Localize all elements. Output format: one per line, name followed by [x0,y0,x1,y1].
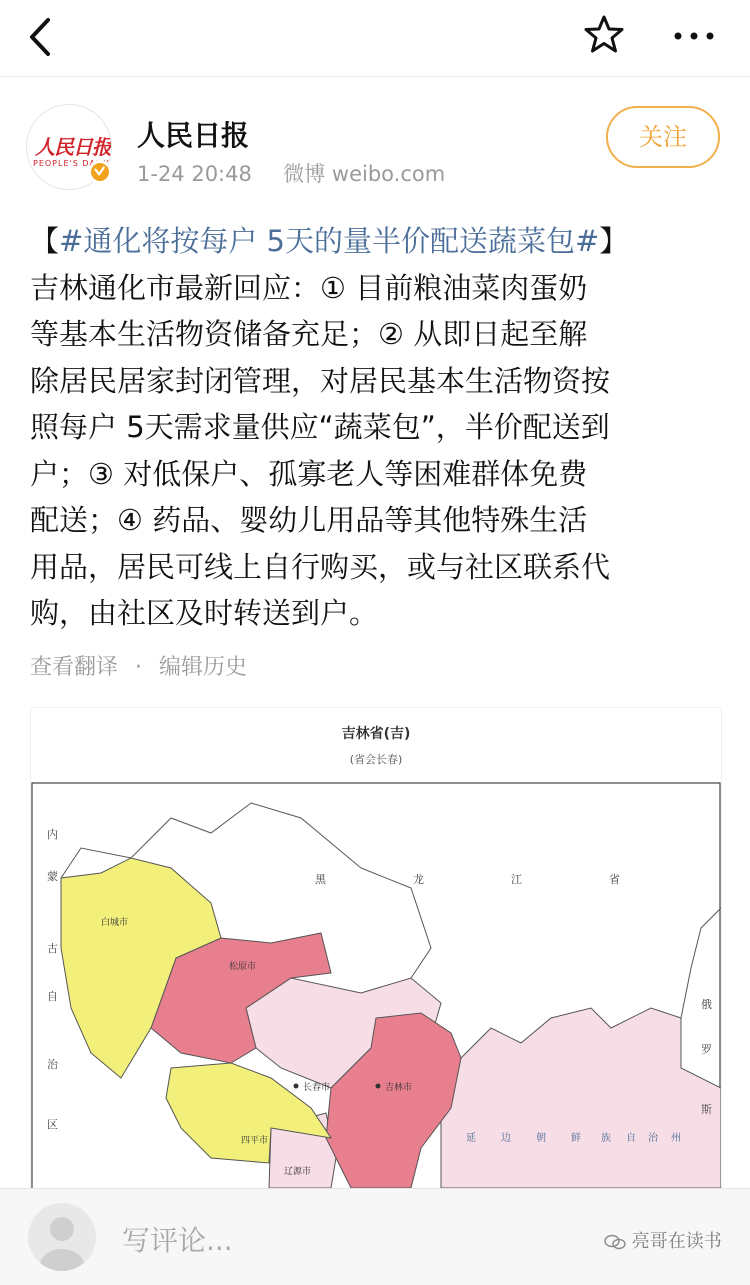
account-name[interactable]: 人民日报 [137,119,250,152]
post-time: 1-24 20:48 [137,162,252,186]
city-label: 白城市 [101,918,129,928]
follow-button[interactable]: 关注 [606,106,720,168]
map-label: 治 [648,1133,658,1144]
map-label: 黑 [315,873,326,886]
map-label: 延 [466,1133,476,1144]
hashtag-link[interactable]: #通化将按每户 5天的量半价配送蔬菜包# [59,224,600,258]
back-arrow-icon[interactable] [22,14,62,60]
map-label: 斯 [701,1103,712,1116]
jilin-map [31,708,721,1188]
action-separator: · [135,655,143,680]
content-line: 户；③ 对低保户、孤寡老人等困难群体免费 [30,456,588,491]
content-line: 除居民居家封闭管理，对居民基本生活物资按 [30,363,611,398]
map-label: 龙 [413,873,424,886]
map-label: 自 [626,1133,636,1144]
city-label: 长春市 [303,1083,331,1093]
content-line: 配送；④ 药品、婴幼儿用品等其他特殊生活 [30,503,588,537]
content-line: 等基本生活物资储备充足；② 从即日起至解 [30,317,588,351]
user-avatar-icon [28,1203,96,1271]
region-yanbian [441,1008,721,1188]
city-label: 松原市 [229,962,257,972]
logo-text: 人民日报 [35,135,111,159]
comment-bar [0,1188,750,1285]
map-label: 治 [47,1058,58,1071]
more-options-icon[interactable] [672,26,716,46]
map-label: 边 [501,1133,511,1144]
map-title: 吉林省(吉) [341,726,411,742]
comment-input[interactable]: 写评论... [122,1224,233,1257]
post-source: 微博 weibo.com [283,162,446,186]
star-icon[interactable] [584,14,624,54]
translate-link[interactable]: 查看翻译 [30,655,119,680]
map-label: 区 [47,1118,58,1131]
map-label: 江 [511,873,522,886]
map-label: 内 [47,828,58,841]
post-content [30,218,730,637]
map-label: 鲜 [571,1133,581,1144]
city-label: 四平市 [241,1136,269,1146]
post-actions [30,650,247,681]
content-line: 照每户 5天需求量供应“蔬菜包”，半价配送到 [30,410,610,444]
capital-dot [294,1084,299,1089]
map-label: 俄 [701,998,712,1011]
watermark [604,1227,722,1253]
content-line: 购，由社区及时转送到户。 [30,596,379,630]
verified-badge-icon [88,160,112,184]
watermark-text: 亮哥在读书 [631,1231,722,1252]
post-image-map[interactable] [30,707,722,1189]
wechat-icon [604,1234,626,1250]
map-label: 朝 [536,1133,546,1144]
city-label: 吉林市 [385,1083,413,1093]
top-nav-bar [0,0,750,77]
map-label: 自 [47,990,58,1003]
map-label: 蒙 [47,870,58,883]
edit-history-link[interactable]: 编辑历史 [159,655,248,680]
hashtag-line: 【#通化将按每户 5天的量半价配送蔬菜包#】 [30,224,629,258]
city-dot [376,1084,381,1089]
map-subtitle: (省会长春) [349,753,403,766]
map-label: 州 [671,1133,681,1144]
map-label: 罗 [701,1043,712,1056]
map-label: 族 [601,1133,611,1144]
city-label: 辽源市 [284,1167,312,1177]
content-line: 用品，居民可线上自行购买，或与社区联系代 [30,549,611,584]
content-line: 吉林通化市最新回应：① 目前粮油菜肉蛋奶 [30,270,588,305]
map-label: 省 [609,873,620,886]
post-meta [137,158,445,188]
map-label: 古 [47,942,58,955]
logo-subtext: PEOPLE'S DAILY [33,159,110,168]
